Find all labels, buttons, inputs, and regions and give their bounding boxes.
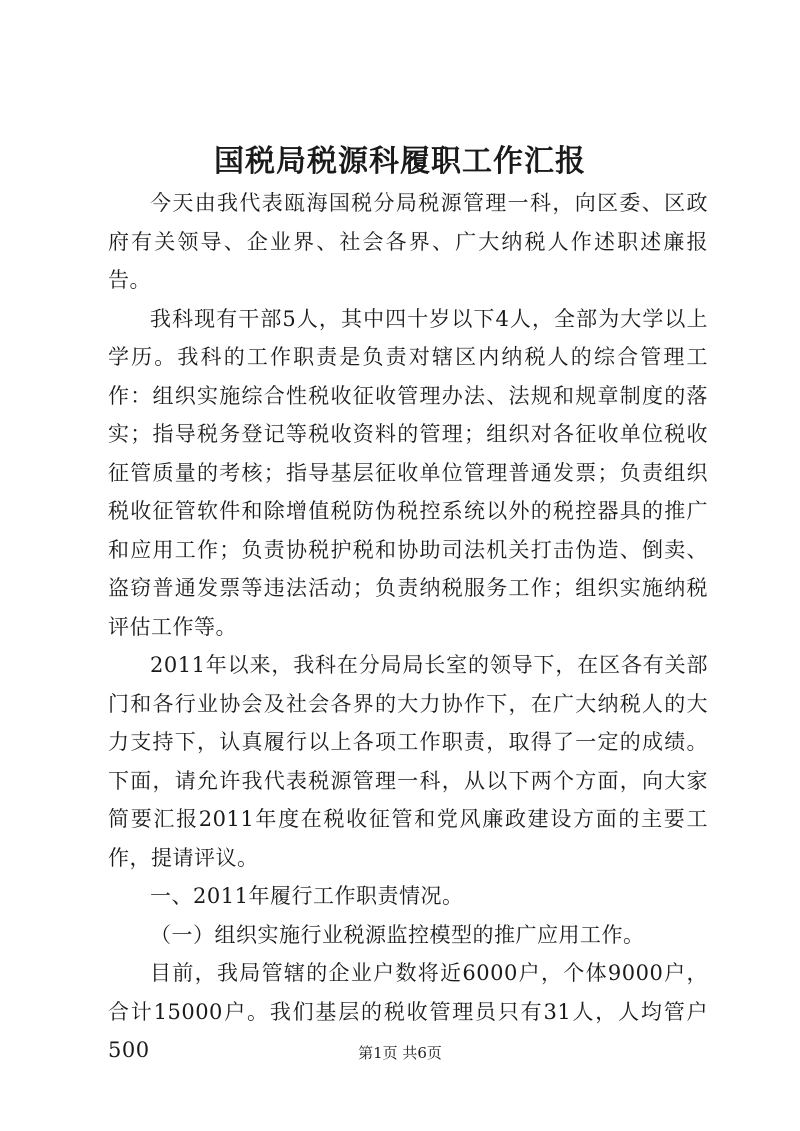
paragraph-current-status: 目前，我局管辖的企业户数将近6000户，个体9000户，合计15000户。我们基层的税收管理员只有31人，人均管户500: [108, 961, 708, 1062]
paragraph-achievements: 2011年以来，我科在分局局长室的领导下，在区各有关部门和各行业协会及社会各界的大力协作下，在广大纳税人的大力支持下，认真履行以上各项工作职责，取得了一定的成绩。下面，请允许我代表税源管理一科，从以下两个方面，向大家简要汇报2011年度在税收征管和党风廉政建设方面的主要工作，提请评议。: [108, 653, 708, 870]
document-title: 国税局税源科履职工作汇报: [214, 144, 586, 179]
paragraph-intro: 今天由我代表瓯海国税分局税源管理一科，向区委、区政府有关领导、企业界、社会各界、广大纳税人作述职述廉报告。: [108, 191, 708, 292]
document-body: [108, 184, 708, 1070]
page-footer: 第1页 共6页: [358, 1044, 442, 1062]
subsection-heading-1: （一）组织实施行业税源监控模型的推广应用工作。: [150, 922, 645, 947]
section-heading-1: 一、2011年履行工作职责情况。: [150, 884, 464, 908]
paragraph-staff-duties: 我科现有干部5人，其中四十岁以下4人，全部为大学以上学历。我科的工作职责是负责对辖区内纳税人的综合管理工作：组织实施综合性税收征收管理办法、法规和规章制度的落实；指导税务登记等税收资料的管理；组织对各征收单位税收征管质量的考核；指导基层征收单位管理普通发票；负责组织税收征管软件和除增值税防伪税控系统以外的税控器具的推广和应用工作；负责协税护税和协助司法机关打击伪造、倒卖、盗窃普通发票等违法活动；负责纳税服务工作；组织实施纳税评估工作等。: [108, 306, 708, 639]
